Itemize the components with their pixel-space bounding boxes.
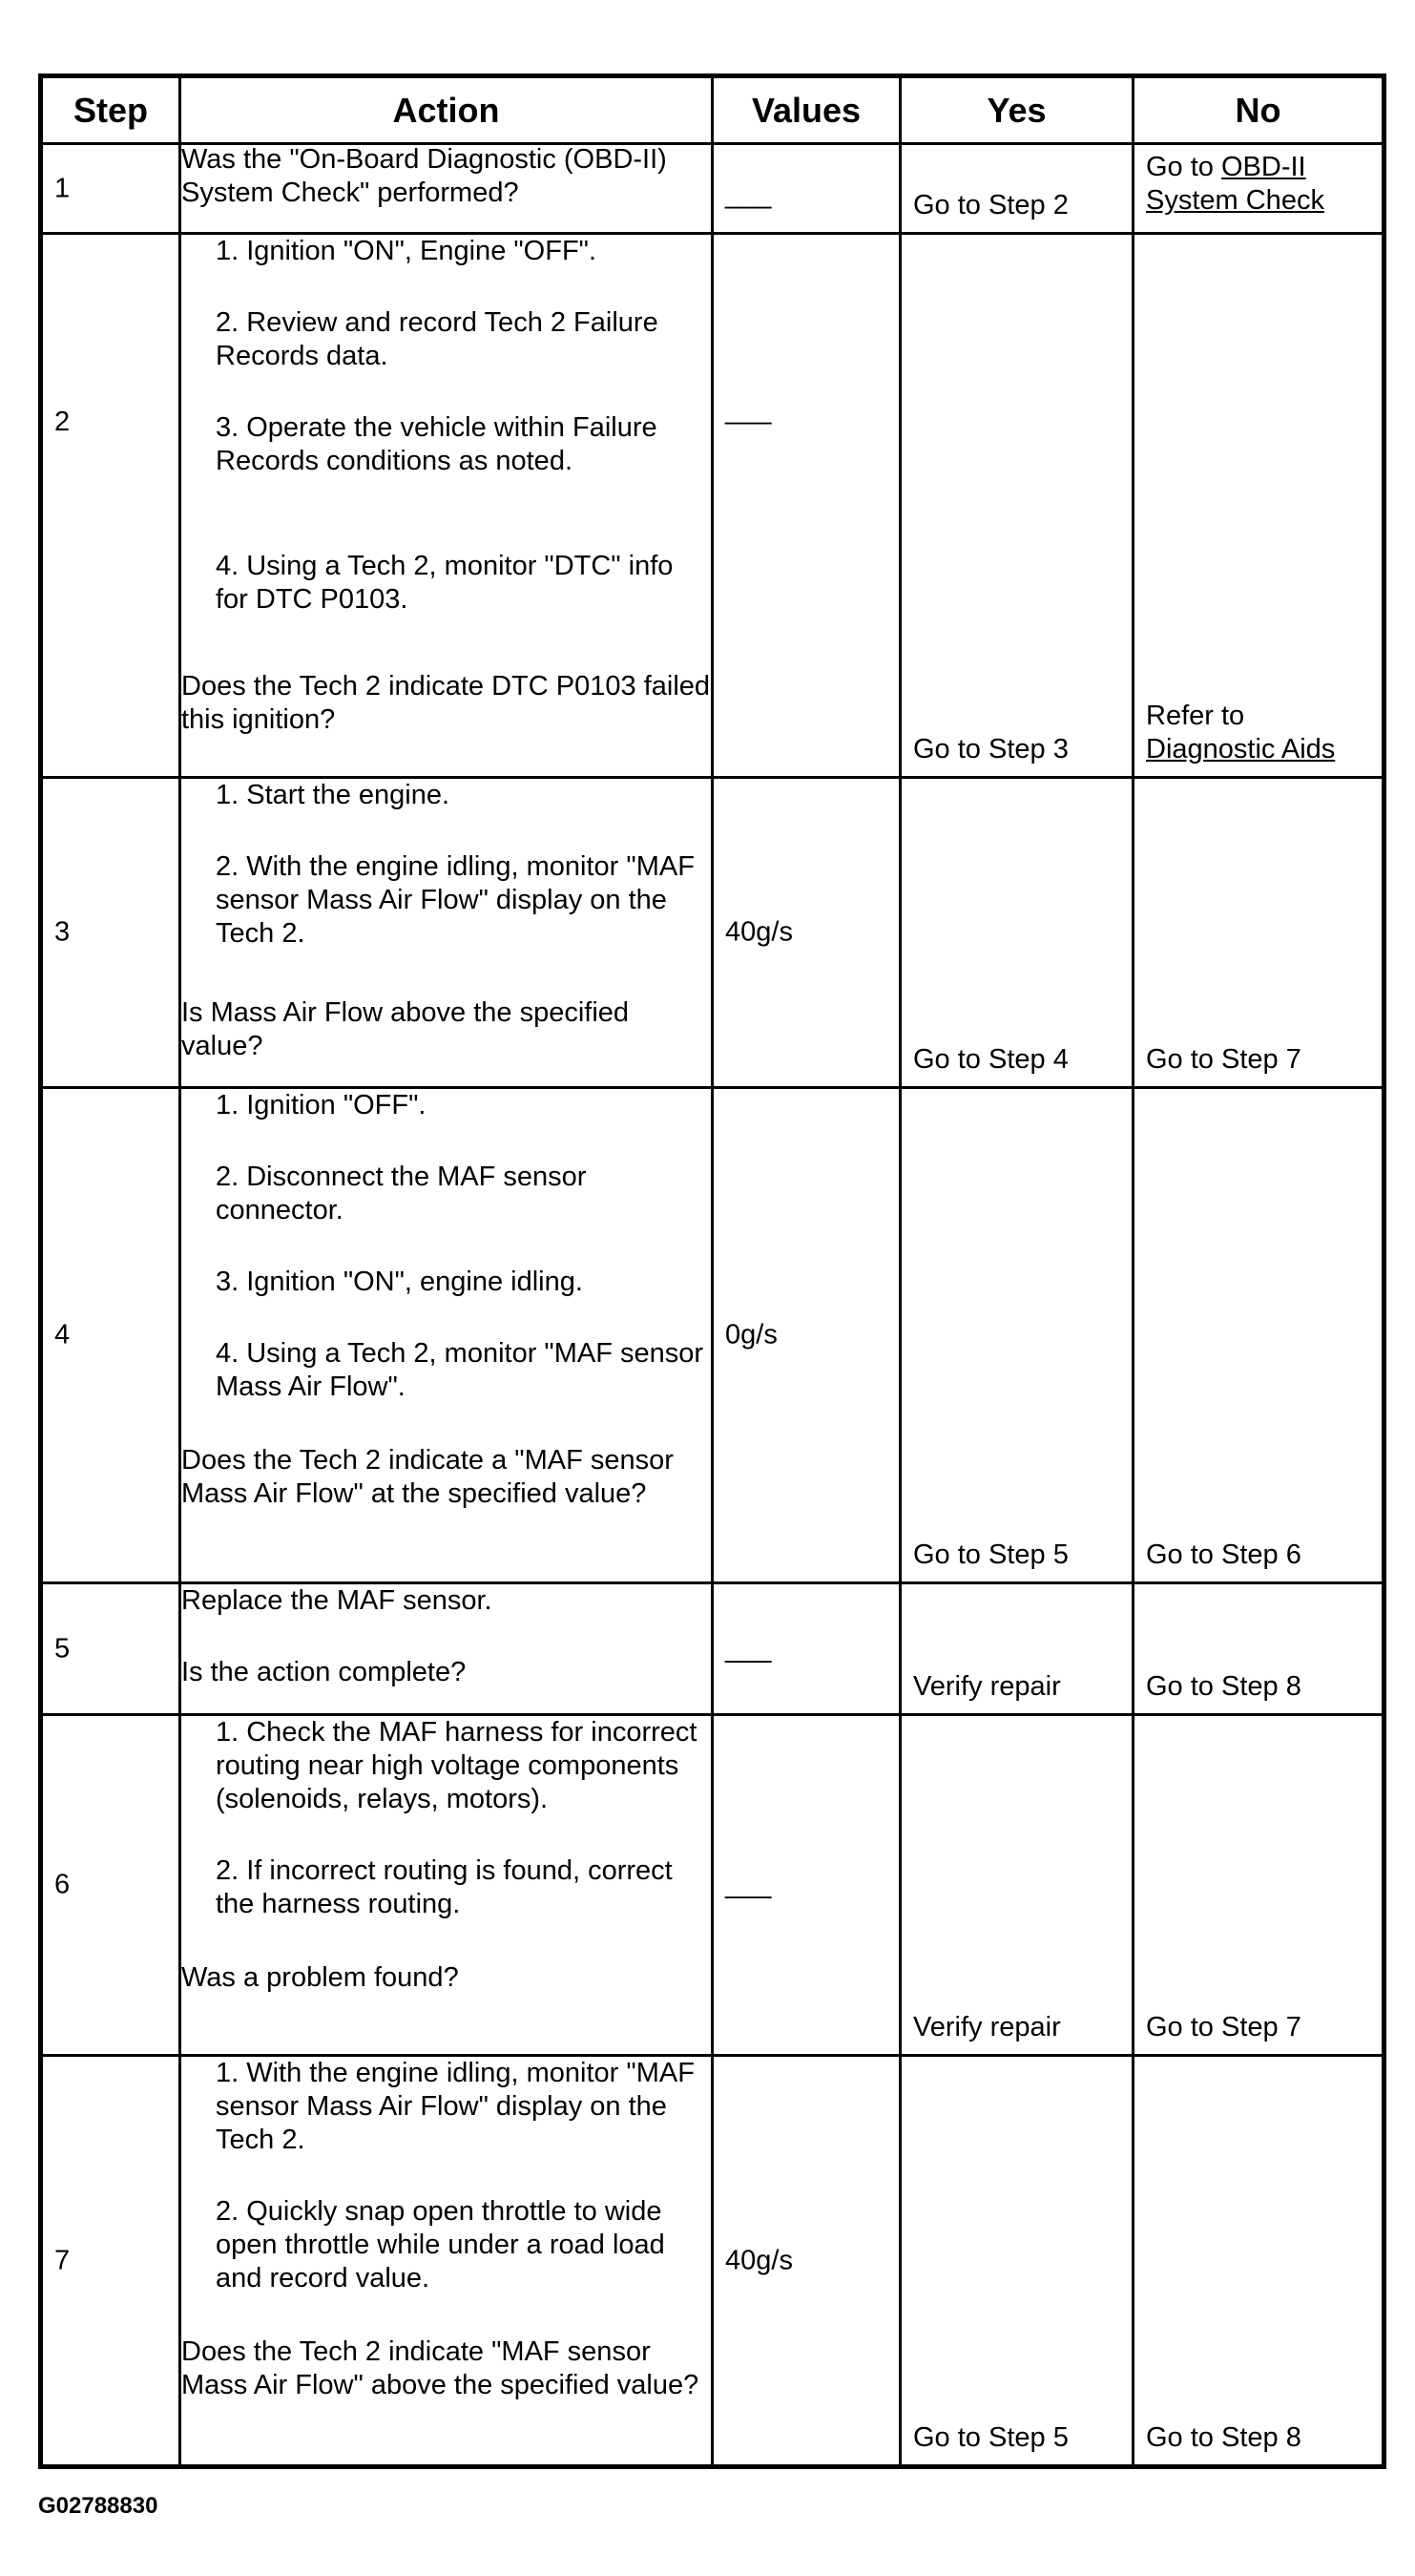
- action-item: 4. Using a Tech 2, monitor "MAF sensor Mass Air Flow".: [216, 1338, 704, 1402]
- diagnostic-aids-link[interactable]: Diagnostic Aids: [1146, 734, 1336, 764]
- no-text: Go to Step 8: [1146, 2422, 1301, 2453]
- action-item: 2. Quickly snap open throttle to wide open throttle while under a road load and record value.: [216, 2196, 665, 2293]
- action-question: Was a problem found?: [181, 1962, 459, 1993]
- step-number: 4: [54, 1319, 71, 1351]
- values-cell: [713, 234, 901, 778]
- action-cell: [180, 234, 713, 778]
- action-cell: [180, 1088, 713, 1583]
- action-item: 1. Ignition "ON", Engine "OFF".: [216, 236, 597, 266]
- table-row: [41, 234, 1384, 778]
- values-text: 0g/s: [725, 1319, 778, 1351]
- step-cell: [41, 234, 180, 778]
- values-text: ___: [725, 179, 772, 210]
- step-cell: [41, 1715, 180, 2056]
- action-item: 1. Ignition "OFF".: [216, 1090, 427, 1120]
- action-item: 2. Review and record Tech 2 Failure Records data.: [216, 307, 658, 371]
- diagnostic-table: [38, 73, 1386, 2469]
- step-cell: [41, 1583, 180, 1715]
- step-cell: [41, 144, 180, 234]
- table-row: [41, 144, 1384, 234]
- no-text: Go to Step 7: [1146, 1044, 1301, 1075]
- values-cell: [713, 144, 901, 234]
- values-cell: [713, 1088, 901, 1583]
- yes-text: Go to Step 5: [913, 2422, 1069, 2453]
- step-cell: [41, 778, 180, 1088]
- action-item: 4. Using a Tech 2, monitor "DTC" info for DTC P0103.: [216, 551, 674, 615]
- figure-code: G02788830: [38, 2493, 158, 2519]
- header-no: No: [1134, 76, 1384, 144]
- yes-text: Go to Step 4: [913, 1044, 1069, 1075]
- no-prefix: Refer to: [1146, 701, 1245, 731]
- step-cell: [41, 1088, 180, 1583]
- action-cell: [180, 2056, 713, 2467]
- no-cell: [1134, 1088, 1384, 1583]
- table-row: [41, 1088, 1384, 1583]
- no-prefix: Go to: [1146, 152, 1221, 182]
- action-cell: [180, 1715, 713, 2056]
- table-row: [41, 1583, 1384, 1715]
- values-text: ___: [725, 1633, 772, 1664]
- action-item: 2. If incorrect routing is found, correct the harness routing.: [216, 1855, 673, 1919]
- action-question: Is Mass Air Flow above the specified value?: [181, 997, 630, 1061]
- step-cell: [41, 2056, 180, 2467]
- header-values: Values: [713, 76, 901, 144]
- step-number: 3: [54, 916, 71, 948]
- no-cell: [1134, 2056, 1384, 2467]
- values-cell: [713, 2056, 901, 2467]
- values-text: ___: [725, 395, 772, 426]
- step-number: 2: [54, 407, 71, 437]
- action-question: Does the Tech 2 indicate a "MAF sensor Mass Air Flow" at the specified value?: [181, 1445, 674, 1509]
- values-text: 40g/s: [725, 2245, 793, 2275]
- header-row: [41, 76, 1384, 144]
- no-text: [1146, 151, 1382, 218]
- table-row: [41, 1715, 1384, 2056]
- values-text: ___: [725, 1869, 772, 1900]
- no-cell: [1134, 778, 1384, 1088]
- no-text: Go to Step 8: [1146, 1671, 1301, 1702]
- step-number: 7: [54, 2245, 71, 2275]
- values-cell: [713, 778, 901, 1088]
- yes-cell: [901, 1583, 1134, 1715]
- action-item: 2. With the engine idling, monitor "MAF sensor Mass Air Flow" display on the Tech 2.: [216, 851, 695, 949]
- no-cell: [1134, 234, 1384, 778]
- action-item: 2. Disconnect the MAF sensor connector.: [216, 1162, 587, 1225]
- step-number: 6: [54, 1869, 71, 1900]
- action-question: Does the Tech 2 indicate DTC P0103 failed this ignition?: [181, 671, 711, 735]
- header-action: Action: [180, 76, 713, 144]
- table-row: [41, 2056, 1384, 2467]
- yes-cell: [901, 234, 1134, 778]
- yes-cell: [901, 144, 1134, 234]
- yes-cell: [901, 1715, 1134, 2056]
- action-item: 3. Ignition "ON", engine idling.: [216, 1267, 583, 1297]
- no-text: Go to Step 6: [1146, 1539, 1301, 1570]
- no-text: [1146, 700, 1335, 766]
- action-question: Does the Tech 2 indicate "MAF sensor Mass Air Flow" above the specified value?: [181, 2336, 699, 2400]
- values-cell: [713, 1583, 901, 1715]
- no-cell: [1134, 1715, 1384, 2056]
- obd-ii-system-check-link[interactable]: OBD-II System Check: [1146, 152, 1324, 216]
- yes-cell: [901, 778, 1134, 1088]
- yes-text: Go to Step 5: [913, 1539, 1069, 1570]
- step-number: 1: [54, 173, 71, 203]
- yes-text: Go to Step 2: [913, 190, 1069, 220]
- action-cell: [180, 778, 713, 1088]
- values-text: 40g/s: [725, 916, 793, 948]
- action-question: Was the "On-Board Diagnostic (OBD-II) System Check" performed?: [181, 144, 667, 208]
- yes-cell: [901, 2056, 1134, 2467]
- values-cell: [713, 1715, 901, 2056]
- action-intro: Replace the MAF sensor.: [181, 1585, 492, 1616]
- header-step: Step: [41, 76, 180, 144]
- action-item: 1. Start the engine.: [216, 780, 450, 810]
- action-item: 1. Check the MAF harness for incorrect routing near high voltage components (solenoids, relays, motors).: [216, 1717, 697, 1814]
- yes-text: Verify repair: [913, 2012, 1061, 2042]
- no-cell: [1134, 144, 1384, 234]
- header-yes: Yes: [901, 76, 1134, 144]
- action-cell: [180, 1583, 713, 1715]
- yes-text: Go to Step 3: [913, 734, 1069, 764]
- action-cell: [180, 144, 713, 234]
- step-number: 5: [54, 1633, 71, 1664]
- yes-cell: [901, 1088, 1134, 1583]
- action-question: Is the action complete?: [181, 1657, 467, 1687]
- action-item: 1. With the engine idling, monitor "MAF sensor Mass Air Flow" display on the Tech 2.: [216, 2058, 695, 2155]
- table-row: [41, 778, 1384, 1088]
- no-text: Go to Step 7: [1146, 2012, 1301, 2042]
- no-cell: [1134, 1583, 1384, 1715]
- action-item: 3. Operate the vehicle within Failure Records conditions as noted.: [216, 412, 657, 476]
- yes-text: Verify repair: [913, 1671, 1061, 1702]
